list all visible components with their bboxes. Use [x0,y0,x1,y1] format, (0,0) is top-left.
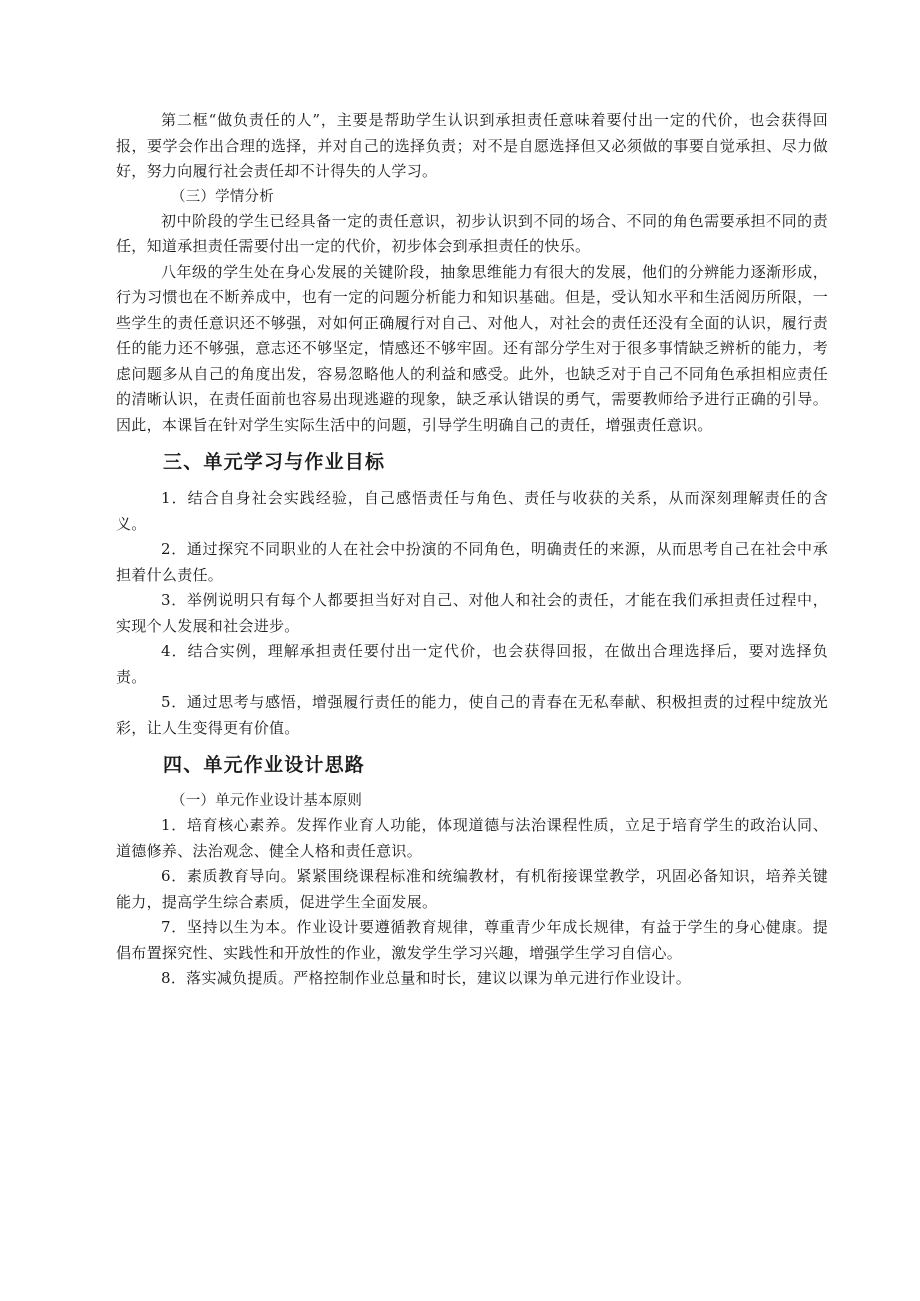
list-item: 4．结合实例，理解承担责任要付出一定代价，也会获得回报，在做出合理选择后，要对选择负责。 [116,642,828,686]
paragraph: 第二框“做负责任的人”，主要是帮助学生认识到承担责任意味着要付出一定的代价，也会获得回报，要学会作出合理的选择，并对自己的选择负责；对不是自愿选择但又必须做的事要自觉承担、尽力做好，努力向履行社会责任却不计得失的人学习。 [116,111,828,180]
principles-list [116,813,828,992]
list-item: 6．素质教育导向。紧紧围绕课程标准和统编教材，有机衔接课堂教学，巩固必备知识，培养关键能力，提高学生综合素质，促进学生全面发展。 [116,867,828,911]
list-item: 8．落实减负提质。严格控制作业总量和时长，建议以课为单元进行作业设计。 [161,969,692,987]
section-heading-goals: 三、单元学习与作业目标 [163,451,386,473]
list-item: 1．结合自身社会实践经验，自己感悟责任与角色、责任与收获的关系，从而深刻理解责任的含义。 [116,489,828,533]
paragraph: 初中阶段的学生已经具备一定的责任意识，初步认识到不同的场合、不同的角色需要承担不同的责任，知道承担责任需要付出一定的代价，初步体会到承担责任的快乐。 [116,211,828,255]
list-item: 3．举例说明只有每个人都要担当好对自己、对他人和社会的责任，才能在我们承担责任过程中，实现个人发展和社会进步。 [116,591,828,635]
subheading-learning-analysis: （三）学情分析 [171,188,274,205]
list-item: 1．培育核心素养。发挥作业育人功能，体现道德与法治课程性质，立足于培育学生的政治认同、道德修养、法治观念、健全人格和责任意识。 [116,816,828,860]
list-item: 7．坚持以生为本。作业设计要遵循教育规律，尊重青少年成长规律，有益于学生的身心健康。提倡布置探究性、实践性和开放性的作业，激发学生学习兴趣，增强学生学习自信心。 [116,918,828,962]
list-item: 5．通过思考与感悟，增强履行责任的能力，使自己的青春在无私奉献、积极担责的过程中绽放光彩，让人生变得更有价值。 [116,693,828,737]
document-page [116,108,828,992]
section-heading-design: 四、单元作业设计思路 [163,754,366,776]
paragraph: 八年级的学生处在身心发展的关键阶段，抽象思维能力有很大的发展，他们的分辨能力逐渐形成，行为习惯也在不断养成中，也有一定的问题分析能力和知识基础。但是，受认知水平和生活阅历所限，一些学生的责任意识还不够强，对如何正确履行对自己、对他人，对社会的责任还没有全面的认识，履行责任的能力还不够强，意志还不够坚定，情感还不够牢固。还有部分学生对于很多事情缺乏辨析的能力，考虑问题多从自己的角度出发，容易忽略他人的利益和感受。此外，也缺乏对于自己不同角色承担相应责任的清晰认识，在责任面前也容易出现逃避的现象，缺乏承认错误的勇气，需要教师给予进行正确的引导。因此，本课旨在针对学生实际生活中的问题，引导学生明确自己的责任，增强责任意识。 [116,262,828,434]
list-item: 2．通过探究不同职业的人在社会中扮演的不同角色，明确责任的来源，从而思考自己在社会中承担着什么责任。 [116,540,828,584]
subheading-principles: （一）单元作业设计基本原则 [171,793,363,809]
goals-list [116,486,828,741]
